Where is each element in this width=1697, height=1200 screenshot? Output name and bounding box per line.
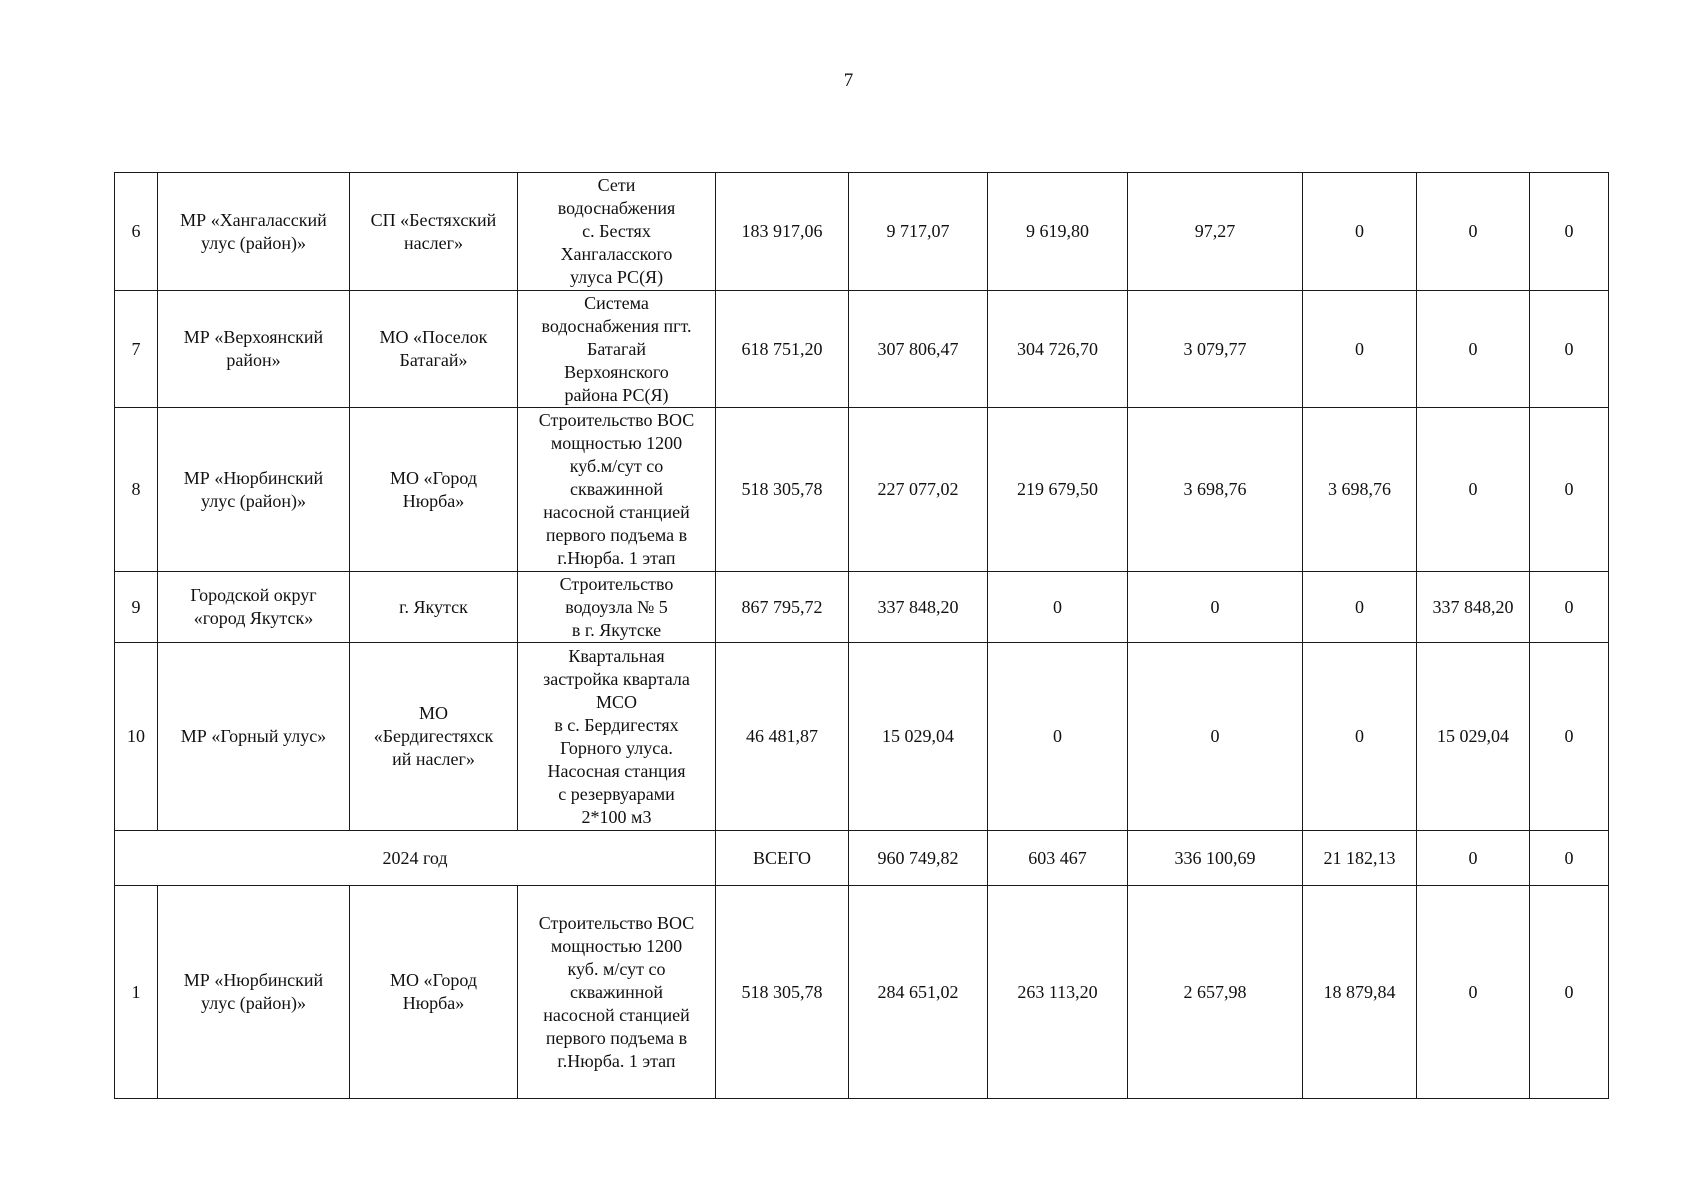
federal-budget-cell: 219 679,50 [988, 408, 1128, 572]
total-cost-cell: 867 795,72 [716, 572, 849, 643]
table-row [115, 408, 1609, 572]
settlement-cell: г. Якутск [350, 572, 518, 643]
settlement-cell: МО «Город Нюрба» [350, 408, 518, 572]
row-number: 10 [115, 643, 158, 831]
amount-cell: 960 749,82 [849, 831, 988, 886]
federal-budget-cell: 263 113,20 [988, 886, 1128, 1099]
table-row [115, 886, 1609, 1099]
year-label: 2024 год [115, 831, 716, 886]
local-budget-cell: 0 [1303, 643, 1417, 831]
regional-budget-cell: 336 100,69 [1128, 831, 1303, 886]
row-number: 8 [115, 408, 158, 572]
page-number: 7 [843, 70, 854, 91]
regional-budget-cell: 2 657,98 [1128, 886, 1303, 1099]
district-cell: МР «Верхоянский район» [158, 291, 350, 408]
other-source-cell: 0 [1417, 886, 1530, 1099]
other-source-cell: 15 029,04 [1417, 643, 1530, 831]
total-cost-cell: 618 751,20 [716, 291, 849, 408]
total-cost-cell: 518 305,78 [716, 886, 849, 1099]
row-number: 6 [115, 173, 158, 291]
regional-budget-cell: 3 698,76 [1128, 408, 1303, 572]
other-source-cell: 0 [1417, 831, 1530, 886]
amount-cell: 284 651,02 [849, 886, 988, 1099]
regional-budget-cell: 0 [1128, 643, 1303, 831]
local-budget-cell: 0 [1303, 291, 1417, 408]
district-cell: МР «Хангаласский улус (район)» [158, 173, 350, 291]
local-budget-cell: 0 [1303, 572, 1417, 643]
project-cell: Сети водоснабжения с. Бестях Хангаласского улуса РС(Я) [518, 173, 716, 291]
settlement-cell: МО «Город Нюрба» [350, 886, 518, 1099]
extra-source-cell: 0 [1530, 886, 1609, 1099]
settlement-cell: СП «Бестяхский наслег» [350, 173, 518, 291]
project-cell: Система водоснабжения пгт. Батагай Верхоянского района РС(Я) [518, 291, 716, 408]
other-source-cell: 337 848,20 [1417, 572, 1530, 643]
district-cell: Городской округ «город Якутск» [158, 572, 350, 643]
total-cost-cell: 518 305,78 [716, 408, 849, 572]
district-cell: МР «Горный улус» [158, 643, 350, 831]
table-row [115, 291, 1609, 408]
other-source-cell: 0 [1417, 291, 1530, 408]
extra-source-cell: 0 [1530, 572, 1609, 643]
federal-budget-cell: 603 467 [988, 831, 1128, 886]
federal-budget-cell: 0 [988, 643, 1128, 831]
other-source-cell: 0 [1417, 173, 1530, 291]
federal-budget-cell: 0 [988, 572, 1128, 643]
settlement-cell: МО «Бердигестяхск ий наслег» [350, 643, 518, 831]
local-budget-cell: 21 182,13 [1303, 831, 1417, 886]
amount-cell: 9 717,07 [849, 173, 988, 291]
total-cost-cell: 46 481,87 [716, 643, 849, 831]
funding-table [114, 172, 1609, 1099]
regional-budget-cell: 3 079,77 [1128, 291, 1303, 408]
amount-cell: 15 029,04 [849, 643, 988, 831]
amount-cell: 227 077,02 [849, 408, 988, 572]
extra-source-cell: 0 [1530, 291, 1609, 408]
district-cell: МР «Нюрбинский улус (район)» [158, 408, 350, 572]
local-budget-cell: 3 698,76 [1303, 408, 1417, 572]
extra-source-cell: 0 [1530, 831, 1609, 886]
district-cell: МР «Нюрбинский улус (район)» [158, 886, 350, 1099]
regional-budget-cell: 0 [1128, 572, 1303, 643]
extra-source-cell: 0 [1530, 173, 1609, 291]
other-source-cell: 0 [1417, 408, 1530, 572]
amount-cell: 337 848,20 [849, 572, 988, 643]
total-label: ВСЕГО [716, 831, 849, 886]
table-row [115, 572, 1609, 643]
row-number: 1 [115, 886, 158, 1099]
project-cell: Строительство ВОС мощностью 1200 куб. м/сут со скважинной насосной станцией первого подъема в г.Нюрба. 1 этап [518, 886, 716, 1099]
table-row [115, 173, 1609, 291]
extra-source-cell: 0 [1530, 408, 1609, 572]
federal-budget-cell: 9 619,80 [988, 173, 1128, 291]
row-number: 9 [115, 572, 158, 643]
regional-budget-cell: 97,27 [1128, 173, 1303, 291]
year-total-row [115, 831, 1609, 886]
extra-source-cell: 0 [1530, 643, 1609, 831]
row-number: 7 [115, 291, 158, 408]
settlement-cell: МО «Поселок Батагай» [350, 291, 518, 408]
federal-budget-cell: 304 726,70 [988, 291, 1128, 408]
table-row [115, 643, 1609, 831]
amount-cell: 307 806,47 [849, 291, 988, 408]
local-budget-cell: 0 [1303, 173, 1417, 291]
local-budget-cell: 18 879,84 [1303, 886, 1417, 1099]
total-cost-cell: 183 917,06 [716, 173, 849, 291]
project-cell: Строительство ВОС мощностью 1200 куб.м/сут со скважинной насосной станцией первого подъема в г.Нюрба. 1 этап [518, 408, 716, 572]
project-cell: Квартальная застройка квартала МСО в с. Бердигестях Горного улуса. Насосная станция с резервуарами 2*100 м3 [518, 643, 716, 831]
project-cell: Строительство водоузла № 5 в г. Якутске [518, 572, 716, 643]
